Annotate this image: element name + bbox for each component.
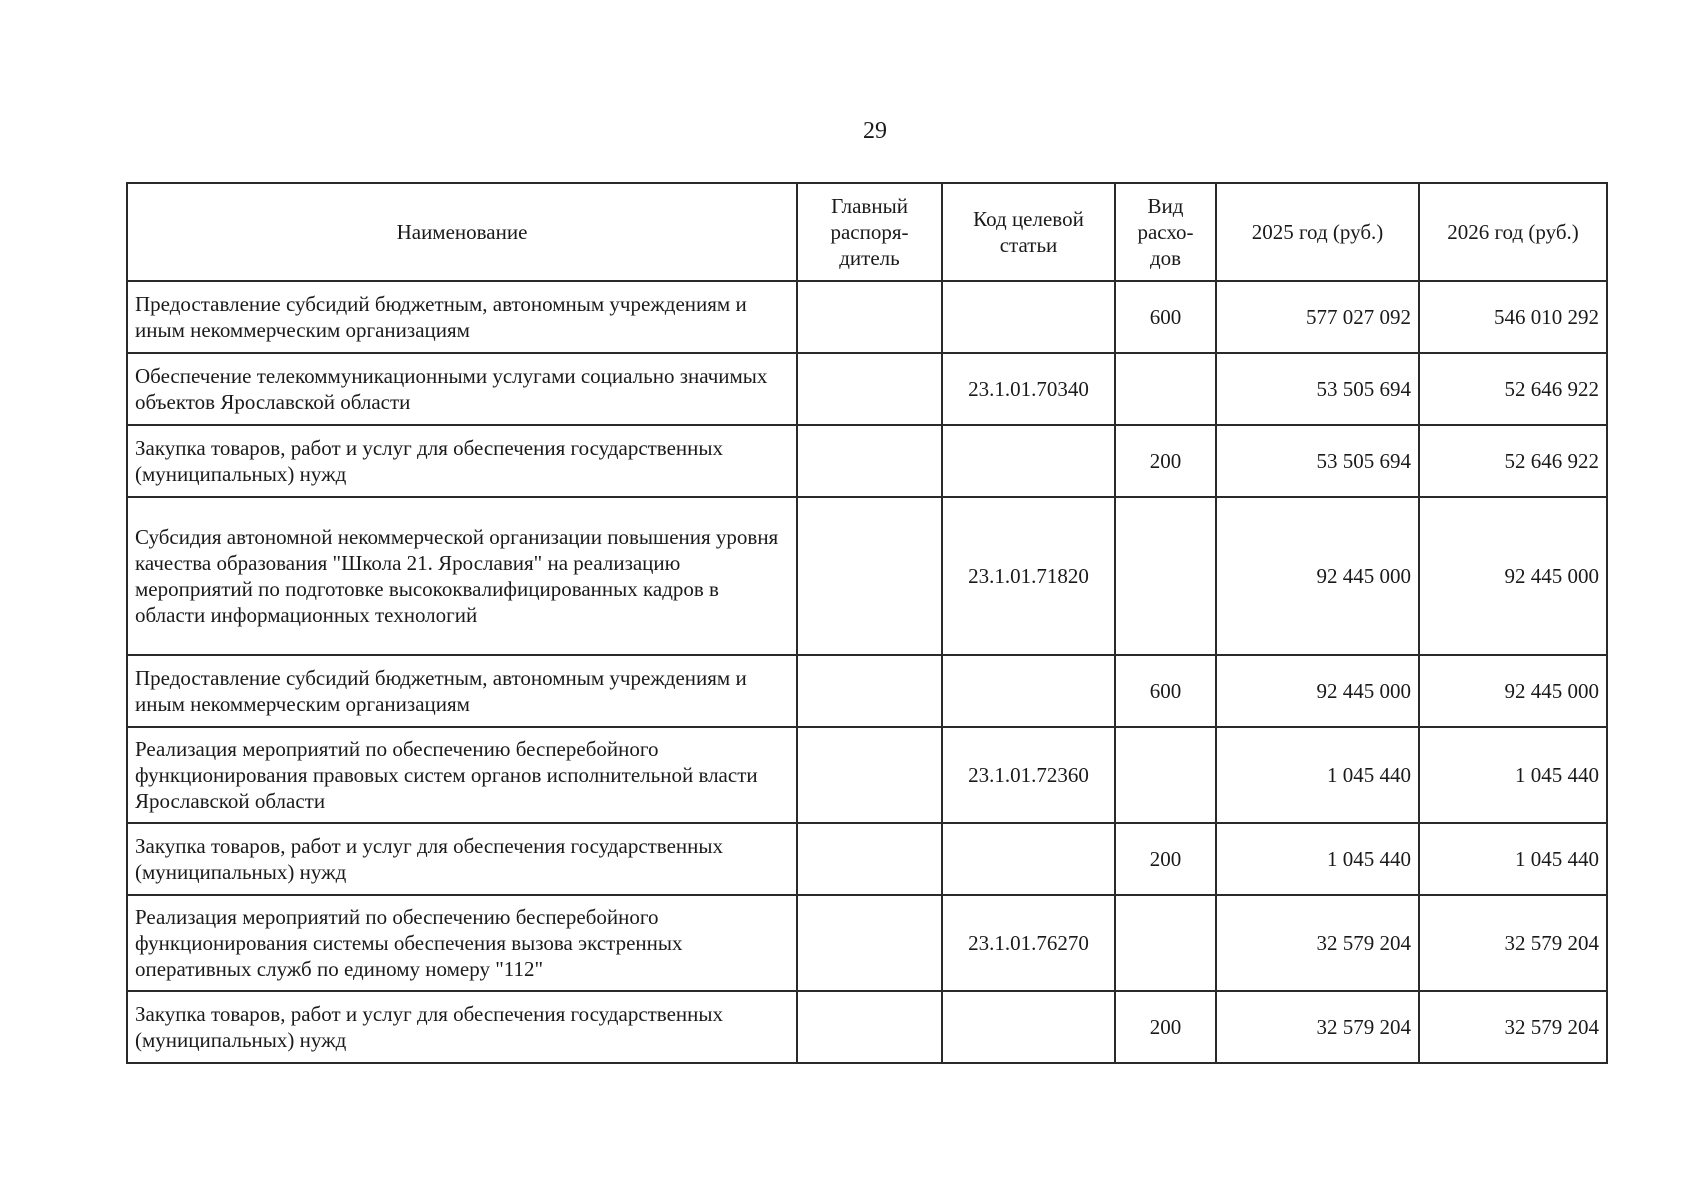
cell-glavny (797, 655, 942, 727)
cell-kod: 23.1.01.76270 (942, 895, 1115, 991)
header-2025: 2025 год (руб.) (1216, 183, 1419, 281)
cell-glavny (797, 281, 942, 353)
cell-glavny (797, 425, 942, 497)
header-name: Наименование (127, 183, 797, 281)
cell-2025: 577 027 092 (1216, 281, 1419, 353)
cell-kod (942, 991, 1115, 1063)
cell-kod: 23.1.01.72360 (942, 727, 1115, 823)
cell-vid (1115, 727, 1216, 823)
cell-kod (942, 823, 1115, 895)
cell-vid: 600 (1115, 655, 1216, 727)
cell-vid: 200 (1115, 991, 1216, 1063)
cell-kod (942, 655, 1115, 727)
table-row (127, 895, 1607, 991)
cell-name: Субсидия автономной некоммерческой организации повышения уровня качества образования "Школа 21. Ярославия" на реализацию мероприятий по подготовке высококвалифицированных кадров в области информационных технологий (127, 497, 797, 655)
header-kod: Код целевой статьи (942, 183, 1115, 281)
cell-name: Реализация мероприятий по обеспечению бесперебойного функционирования системы обеспечения вызова экстренных оперативных служб по единому номеру "112" (127, 895, 797, 991)
cell-vid: 600 (1115, 281, 1216, 353)
cell-2025: 32 579 204 (1216, 895, 1419, 991)
header-row (127, 183, 1607, 281)
cell-glavny (797, 353, 942, 425)
cell-2026: 92 445 000 (1419, 497, 1607, 655)
cell-2025: 92 445 000 (1216, 497, 1419, 655)
table-row (127, 281, 1607, 353)
cell-2026: 1 045 440 (1419, 823, 1607, 895)
cell-2026: 92 445 000 (1419, 655, 1607, 727)
cell-name: Закупка товаров, работ и услуг для обеспечения государственных (муниципальных) нужд (127, 823, 797, 895)
header-vid: Вид расхо- дов (1115, 183, 1216, 281)
cell-name: Закупка товаров, работ и услуг для обеспечения государственных (муниципальных) нужд (127, 991, 797, 1063)
cell-2025: 1 045 440 (1216, 727, 1419, 823)
cell-vid (1115, 353, 1216, 425)
cell-kod (942, 281, 1115, 353)
cell-name: Предоставление субсидий бюджетным, автономным учреждениям и иным некоммерческим организациям (127, 655, 797, 727)
table-row (127, 655, 1607, 727)
cell-name: Обеспечение телекоммуникационными услугами социально значимых объектов Ярославской области (127, 353, 797, 425)
header-2026: 2026 год (руб.) (1419, 183, 1607, 281)
cell-name: Закупка товаров, работ и услуг для обеспечения государственных (муниципальных) нужд (127, 425, 797, 497)
cell-kod: 23.1.01.70340 (942, 353, 1115, 425)
page-number: 29 (863, 118, 887, 144)
cell-kod (942, 425, 1115, 497)
cell-2026: 52 646 922 (1419, 353, 1607, 425)
cell-vid: 200 (1115, 425, 1216, 497)
cell-kod: 23.1.01.71820 (942, 497, 1115, 655)
cell-2025: 1 045 440 (1216, 823, 1419, 895)
cell-2025: 53 505 694 (1216, 353, 1419, 425)
cell-glavny (797, 823, 942, 895)
table-row (127, 991, 1607, 1063)
cell-vid (1115, 895, 1216, 991)
cell-vid (1115, 497, 1216, 655)
table-row (127, 353, 1607, 425)
cell-glavny (797, 895, 942, 991)
cell-2026: 546 010 292 (1419, 281, 1607, 353)
table-row (127, 497, 1607, 655)
cell-glavny (797, 727, 942, 823)
cell-2025: 92 445 000 (1216, 655, 1419, 727)
cell-2026: 32 579 204 (1419, 991, 1607, 1063)
table-row (127, 425, 1607, 497)
budget-table (126, 182, 1608, 1064)
cell-name: Реализация мероприятий по обеспечению бесперебойного функционирования правовых систем органов исполнительной власти Ярославской области (127, 727, 797, 823)
cell-2026: 32 579 204 (1419, 895, 1607, 991)
cell-2025: 32 579 204 (1216, 991, 1419, 1063)
table-row (127, 727, 1607, 823)
cell-2026: 1 045 440 (1419, 727, 1607, 823)
cell-2026: 52 646 922 (1419, 425, 1607, 497)
cell-name: Предоставление субсидий бюджетным, автономным учреждениям и иным некоммерческим организациям (127, 281, 797, 353)
cell-glavny (797, 991, 942, 1063)
header-glavny: Главный распоря- дитель (797, 183, 942, 281)
cell-glavny (797, 497, 942, 655)
cell-vid: 200 (1115, 823, 1216, 895)
table-row (127, 823, 1607, 895)
cell-2025: 53 505 694 (1216, 425, 1419, 497)
